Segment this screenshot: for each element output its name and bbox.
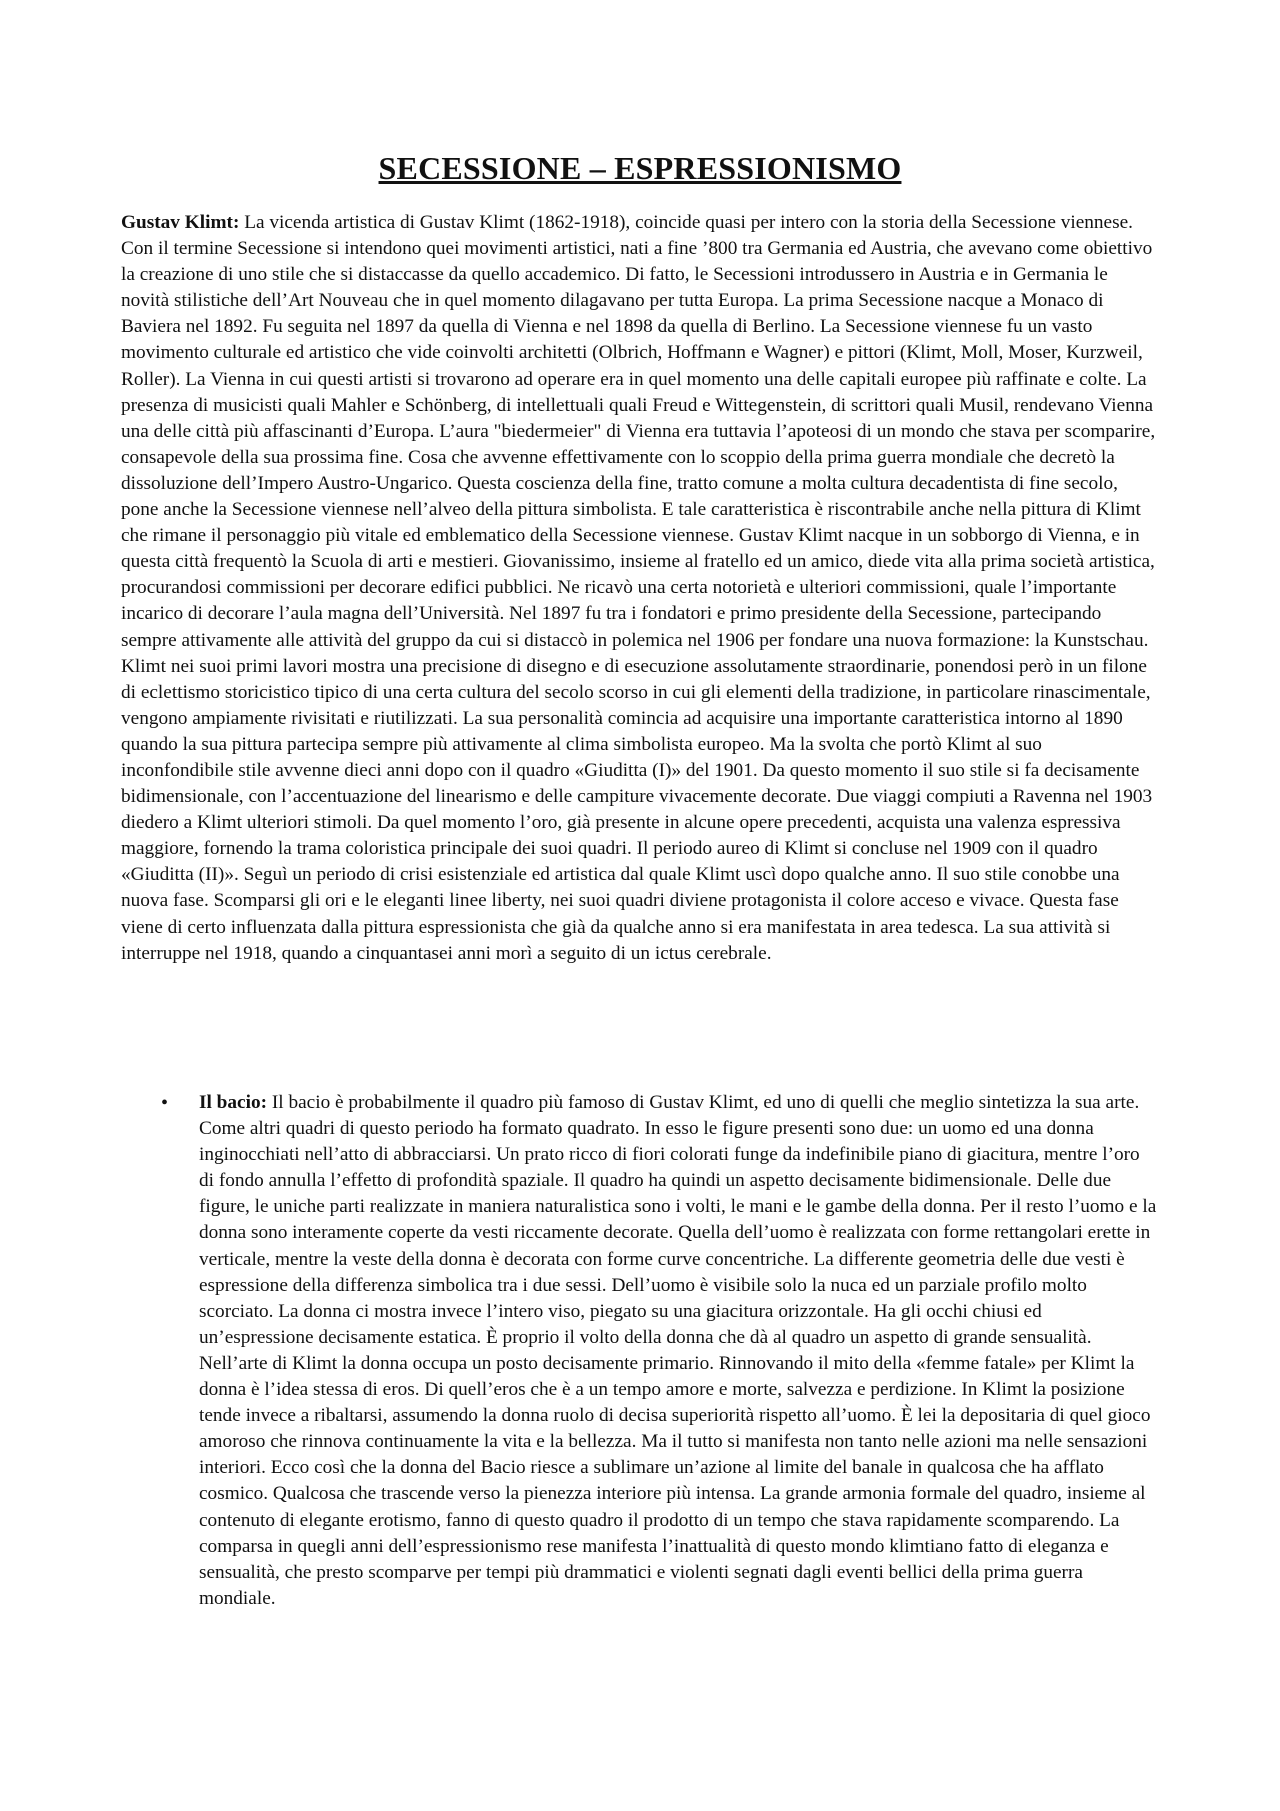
bullet-icon: • bbox=[161, 1092, 169, 1114]
bullet-lead: Il bacio: bbox=[199, 1092, 268, 1113]
list-item-il-bacio bbox=[121, 1090, 1159, 1612]
intro-text: La vicenda artistica di Gustav Klimt (1862-1918), coincide quasi per intero con la storia della Secessione viennese. Con il termine Secessione si intendono quei movimenti artistici, nati a fine ’800 tra Germania ed Austria, che avevano come obiettivo la creazione di uno stile che si distaccasse da quello accademico. Di fatto, le Secessioni introdussero in Austria e in Germania le novità stilistiche dell’Art Nouveau che in quel momento dilagavano per tutta Europa. La prima Secessione nacque a Monaco di Baviera nel 1892. Fu seguita nel 1897 da quella di Vienna e nel 1898 da quella di Berlino. La Secessione viennese fu un vasto movimento culturale ed artistico che vide coinvolti architetti (Olbrich, Hoffmann e Wagner) e pittori (Klimt, Moll, Moser, Kurzweil, Roller). La Vienna in cui questi artisti si trovarono ad operare era in quel momento una delle capitali europee più raffinate e colte. La presenza di musicisti quali Mahler e Schönberg, di intellettuali quali Freud e Wittegenstein, di scrittori quali Musil, rendevano Vienna una delle città più affascinanti d’Europa. L’aura "biedermeier" di Vienna era tuttavia l’apoteosi di un mondo che stava per scomparire, consapevole della sua prossima fine. Cosa che avvenne effettivamente con lo scoppio della prima guerra mondiale che decretò la dissoluzione dell’Impero Austro-Ungarico. Questa coscienza della fine, tratto comune a molta cultura decadentista di fine secolo, pone anche la Secessione viennese nell’alveo della pittura simbolista. E tale caratteristica è riscontrabile anche nella pittura di Klimt che rimane il personaggio più vitale ed emblematico della Secessione viennese. Gustav Klimt nacque in un sobborgo di Vienna, e in questa città frequentò la Scuola di arti e mestieri. Giovanissimo, insieme al fratello ed un amico, diede vita alla prima società artistica, procurandosi commissioni per decorare edifici pubblici. Ne ricavò una certa notorietà e ulteriori commissioni, quale l’importante incarico di decorare l’aula magna dell’Università. Nel 1897 fu tra i fondatori e primo presidente della Secessione, partecipando sempre attivamente alle attività del gruppo da cui si distaccò in polemica nel 1906 per fondare una nuova formazione: la Kunstschau. Klimt nei suoi primi lavori mostra una precisione di disegno e di esecuzione assolutamente straordinarie, ponendosi però in un filone di eclettismo storicistico tipico di una certa cultura del secolo scorso in cui gli elementi della tradizione, in particolare rinascimentale, vengono ampiamente rivisitati e riutilizzati. La sua personalità comincia ad acquisire una importante caratteristica intorno al 1890 quando la sua pittura partecipa sempre più attivamente al clima simbolista europeo. Ma la svolta che portò Klimt al suo inconfondibile stile avvenne dieci anni dopo con il quadro «Giuditta (I)» del 1901. Da questo momento il suo stile si fa decisamente bidimensionale, con l’accentuazione del linearismo e delle campiture vivacemente decorate. Due viaggi compiuti a Ravenna nel 1903 diedero a Klimt ulteriori stimoli. Da quel momento l’oro, già presente in alcune opere precedenti, acquista una valenza espressiva maggiore, fornendo la trama coloristica principale dei suoi quadri. Il periodo aureo di Klimt si concluse nel 1909 con il quadro «Giuditta (II)». Seguì un periodo di crisi esistenziale ed artistica dal quale Klimt uscì dopo qualche anno. Il suo stile conobbe una nuova fase. Scomparsi gli ori e le eleganti linee liberty, nei suoi quadri diviene protagonista il colore acceso e vivace. Questa fase viene di certo influenzata dalla pittura espressionista che già da qualche anno si era manifestata in area tedesca. La sua attività si interruppe nel 1918, quando a cinquantasei anni morì a seguito di un ictus cerebrale. bbox=[121, 212, 1156, 964]
intro-lead: Gustav Klimt: bbox=[121, 212, 240, 233]
intro-paragraph bbox=[121, 210, 1159, 967]
bullet-text: Il bacio è probabilmente il quadro più famoso di Gustav Klimt, ed uno di quelli che meglio sintetizza la sua arte. Come altri quadri di questo periodo ha formato quadrato. In esso le figure presenti sono due: un uomo ed una donna inginocchiati nell’atto di abbracciarsi. Un prato ricco di fiori colorati funge da indefinibile piano di giacitura, mentre l’oro di fondo annulla l’effetto di profondità spaziale. Il quadro ha quindi un aspetto decisamente bidimensionale. Delle due figure, le uniche parti realizzate in maniera naturalistica sono i volti, le mani e le gambe della donna. Per il resto l’uomo e la donna sono interamente coperte da vesti riccamente decorate. Quella dell’uomo è realizzata con forme rettangolari erette in verticale, mentre la veste della donna è decorata con forme curve concentriche. La differente geometria delle due vesti è espressione della differenza simbolica tra i due sessi. Dell’uomo è visibile solo la nuca ed un parziale profilo molto scorciato. La donna ci mostra invece l’intero viso, piegato su una giacitura orizzontale. Ha gli occhi chiusi ed un’espressione decisamente estatica. È proprio il volto della donna che dà al quadro un aspetto di grande sensualità. Nell’arte di Klimt la donna occupa un posto decisamente primario. Rinnovando il mito della «femme fatale» per Klimt la donna è l’idea stessa di eros. Di quell’eros che è a un tempo amore e morte, salvezza e perdizione. In Klimt la posizione tende invece a ribaltarsi, assumendo la donna ruolo di decisa superiorità rispetto all’uomo. È lei la depositaria di quel gioco amoroso che rinnova continuamente la vita e la bellezza. Ma il tutto si manifesta non tanto nelle azioni ma nelle sensazioni interiori. Ecco così che la donna del Bacio riesce a sublimare un’azione al limite del banale in qualcosa che ha afflato cosmico. Qualcosa che trascende verso la pienezza interiore più intensa. La grande armonia formale del quadro, insieme al contenuto di elegante erotismo, fanno di questo quadro il prodotto di un tempo che stava rapidamente scomparendo. La comparsa in quegli anni dell’espressionismo rese manifesta l’inattualità di questo mondo klimtiano fatto di eleganza e sensualità, che presto scomparve per tempi più drammatici e violenti segnati dagli eventi bellici della prima guerra mondiale. bbox=[199, 1092, 1157, 1609]
bullet-list bbox=[121, 1090, 1159, 1612]
page-title: SECESSIONE – ESPRESSIONISMO bbox=[378, 150, 902, 186]
